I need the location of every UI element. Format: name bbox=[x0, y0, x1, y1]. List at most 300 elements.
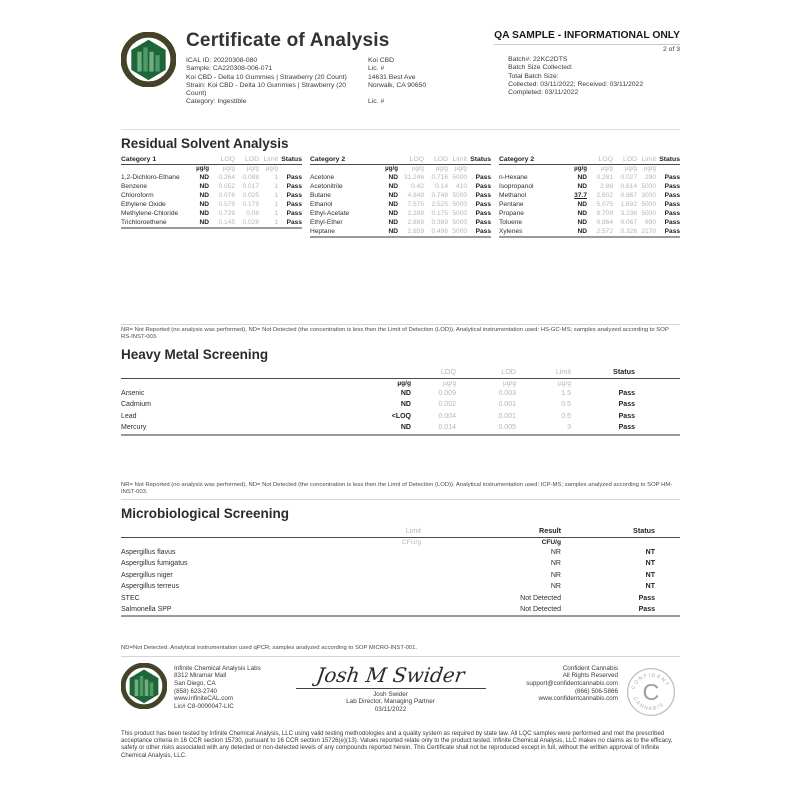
analyte-limit bbox=[321, 547, 421, 558]
analyte-limit bbox=[321, 604, 421, 616]
analyte-lod: 0.088 bbox=[242, 173, 259, 181]
analyte-status: Pass bbox=[664, 209, 680, 217]
units-row bbox=[310, 165, 491, 173]
analyte-limit bbox=[321, 558, 421, 569]
analyte-amount: ND bbox=[388, 191, 398, 199]
analyte-name: Salmonella SPP bbox=[121, 605, 172, 613]
analyte-status: Pass bbox=[286, 182, 302, 190]
client-info-line: Norwalk, CA 90650 bbox=[368, 81, 427, 89]
analyte-limit: 5000 bbox=[452, 200, 467, 208]
table-row bbox=[121, 547, 680, 558]
analyte-limit: 2170 bbox=[641, 227, 656, 235]
table-header-row bbox=[499, 156, 680, 165]
column-header-blank bbox=[188, 156, 209, 165]
table-row bbox=[310, 173, 491, 182]
column-header-limit: Limit bbox=[637, 156, 656, 165]
column-header-category: Category 1 bbox=[121, 156, 188, 165]
analyte-lod: 0.003 bbox=[498, 389, 516, 397]
column-header-status: Status bbox=[467, 156, 491, 165]
unit-label: µg/g bbox=[624, 165, 637, 172]
analyte-loq: 7.575 bbox=[407, 200, 424, 208]
analyte-result: NR bbox=[550, 583, 561, 591]
table-row bbox=[499, 209, 680, 218]
column-header-blank bbox=[121, 367, 311, 379]
unit-label: µg/g bbox=[411, 165, 424, 172]
column-header-status: Status bbox=[561, 526, 680, 538]
lab-website-link[interactable]: www.infiniteCAL.com bbox=[174, 695, 234, 703]
table-header-row bbox=[121, 526, 680, 538]
analyte-lod: 0.001 bbox=[498, 412, 516, 420]
analyte-result: Not Detected bbox=[520, 594, 561, 602]
analyte-loq: 0.002 bbox=[438, 401, 456, 409]
unit-label: µg/g bbox=[397, 379, 411, 387]
cc-email-link[interactable]: support@confidentcannabis.com bbox=[526, 679, 618, 687]
client-info-line: Lic. # bbox=[368, 98, 385, 106]
analyte-status: Pass bbox=[286, 200, 302, 208]
table-row bbox=[121, 388, 680, 399]
cc-phone: (866) 506-5866 bbox=[574, 687, 618, 695]
column-header-blank bbox=[121, 526, 321, 538]
header-divider bbox=[121, 129, 680, 130]
section-title-heavy-metals: Heavy Metal Screening bbox=[121, 346, 269, 362]
unit-label: µg/g bbox=[558, 379, 571, 387]
analyte-loq: 0.052 bbox=[218, 182, 235, 190]
column-header-limit: Limit bbox=[448, 156, 467, 165]
table-header-row bbox=[310, 156, 491, 165]
units-row bbox=[121, 537, 680, 547]
analyte-lod: 0.025 bbox=[242, 191, 259, 199]
analyte-name: Methanol bbox=[499, 191, 527, 199]
analyte-limit: 5000 bbox=[452, 227, 467, 235]
analyte-loq: 2.86 bbox=[600, 182, 613, 190]
analyte-status: Pass bbox=[286, 218, 302, 226]
solvent-table-category-2a bbox=[310, 156, 491, 238]
batch-info-line: Completed: 03/11/2022 bbox=[508, 89, 579, 97]
analyte-lod: 0.175 bbox=[431, 209, 448, 217]
table-row bbox=[499, 182, 680, 191]
analyte-status: NT bbox=[645, 583, 655, 591]
page-number: 2 of 3 bbox=[494, 44, 680, 53]
column-header-category: Category 2 bbox=[310, 156, 377, 165]
analyte-result: NR bbox=[550, 560, 561, 568]
analyte-status: Pass bbox=[618, 412, 635, 420]
analyte-status: Pass bbox=[664, 191, 680, 199]
column-header-blank bbox=[311, 367, 411, 379]
analyte-loq: 2.859 bbox=[407, 227, 424, 235]
unit-label: µg/g bbox=[454, 165, 467, 172]
analyte-loq: 4.849 bbox=[407, 191, 424, 199]
qa-sample-banner: QA SAMPLE - INFORMATIONAL ONLY bbox=[494, 30, 680, 41]
analyte-amount: ND bbox=[577, 209, 587, 217]
header bbox=[121, 30, 680, 126]
footer bbox=[121, 663, 680, 724]
analyte-amount: ND bbox=[388, 227, 398, 235]
document-title: Certificate of Analysis bbox=[186, 30, 390, 51]
analyte-status: Pass bbox=[664, 182, 680, 190]
analyte-amount: 37.7 bbox=[574, 191, 587, 199]
analyte-loq: 2.602 bbox=[596, 191, 613, 199]
unit-label: µg/g bbox=[435, 165, 448, 172]
analyte-status: Pass bbox=[638, 594, 655, 602]
lab-license: Lic# C8-0000047-LIC bbox=[174, 703, 234, 711]
analyte-name: Ethanol bbox=[310, 200, 333, 208]
column-header-limit: Limit bbox=[259, 156, 278, 165]
analyte-limit: 5000 bbox=[452, 209, 467, 217]
batch-info-line: Batch Size Collected: bbox=[508, 64, 573, 72]
analyte-name: Benzene bbox=[121, 182, 148, 190]
analyte-result: Not Detected bbox=[520, 605, 561, 613]
analyte-status: Pass bbox=[475, 209, 491, 217]
table-row bbox=[121, 200, 302, 209]
analyte-name: Pentane bbox=[499, 200, 524, 208]
analyte-limit: 290 bbox=[644, 173, 656, 181]
analyte-name: Arsenic bbox=[121, 389, 145, 397]
section-title-residual-solvents: Residual Solvent Analysis bbox=[121, 136, 289, 151]
table-row bbox=[121, 581, 680, 592]
table-row bbox=[310, 218, 491, 227]
legal-disclaimer: This product has been tested by Infinite Chemical Analysis, LLC using valid testing methodologies and a quality system as required by state law. All LQC samples were performed and met the prescribed acceptance criteria in 16 CCR section 15730, pursuant to 16 CCR section 15726(e)(13). Values reported relate only to the product tested. Infinite Chemical Analysis, LLC makes no claims as to the efficacy, safety or other risks associated with any detected or non-detected levels of any compounds reported herein. This Certificate shall not be reproduced except in full, without the written approval of Infinite Chemical Analysis, LLC. bbox=[121, 729, 673, 759]
analyte-name: Lead bbox=[121, 412, 137, 420]
analyte-status: Pass bbox=[475, 191, 491, 199]
analyte-loq: 0.281 bbox=[596, 173, 613, 181]
sample-info-line: ICAL ID: 20220308-080 bbox=[186, 57, 258, 64]
header-left bbox=[181, 30, 494, 107]
analyte-status: NT bbox=[645, 560, 655, 568]
analyte-amount: ND bbox=[199, 182, 209, 190]
analyte-lod: 0.028 bbox=[242, 218, 259, 226]
batch-info-line: Collected: 03/11/2022; Received: 03/11/2022 bbox=[508, 80, 644, 88]
analyte-status: Pass bbox=[286, 209, 302, 217]
analyte-status: Pass bbox=[618, 389, 635, 397]
sample-info-line: Strain: Koi CBD - Delta 10 Gummies | Strawberry (20 Count) bbox=[186, 81, 347, 98]
signature-line bbox=[296, 688, 486, 689]
analyte-amount: ND bbox=[199, 209, 209, 217]
analyte-loq: 5.075 bbox=[596, 200, 613, 208]
analyte-amount: ND bbox=[199, 218, 209, 226]
analyte-limit: 5000 bbox=[452, 173, 467, 181]
column-header-limit: Limit bbox=[516, 367, 571, 379]
analyte-status: Pass bbox=[664, 218, 680, 226]
column-header-loq: LOQ bbox=[209, 156, 235, 165]
table-row bbox=[121, 411, 680, 422]
lab-logo-icon bbox=[121, 30, 181, 92]
table-header-row bbox=[121, 156, 302, 165]
column-header-result: Result bbox=[421, 526, 561, 538]
table-row bbox=[121, 218, 302, 228]
analyte-lod: 0.326 bbox=[620, 227, 637, 235]
client-info-line bbox=[368, 90, 486, 98]
table-row bbox=[499, 173, 680, 182]
analyte-loq: 0.004 bbox=[438, 412, 456, 420]
analyte-lod: 0.017 bbox=[242, 182, 259, 190]
analyte-limit: 1 bbox=[274, 191, 278, 199]
unit-label: µg/g bbox=[643, 165, 656, 172]
signer-title: Lab Director, Managing Partner bbox=[346, 698, 435, 706]
section-title-microbiological: Microbiological Screening bbox=[121, 505, 290, 521]
analyte-name: Ethyl-Ether bbox=[310, 218, 343, 226]
analyte-amount: ND bbox=[400, 424, 411, 432]
analyte-status: Pass bbox=[475, 218, 491, 226]
analyte-lod: 0.08 bbox=[246, 209, 259, 217]
table-row bbox=[121, 604, 680, 616]
analyte-status: Pass bbox=[664, 200, 680, 208]
signer-name: Josh Swider bbox=[373, 690, 408, 698]
lab-address-line: 8312 Miramar Mall bbox=[174, 672, 227, 680]
analyte-status: Pass bbox=[664, 173, 680, 181]
analyte-status: Pass bbox=[475, 227, 491, 235]
confident-cannabis-block bbox=[490, 663, 618, 704]
analyte-limit: 5000 bbox=[641, 209, 656, 217]
table-row bbox=[121, 593, 680, 604]
unit-label: µg/g bbox=[443, 379, 456, 387]
analyte-name: Aspergillus terreus bbox=[121, 583, 179, 591]
analyte-status: Pass bbox=[618, 401, 635, 409]
analyte-lod: 0.001 bbox=[498, 401, 516, 409]
batch-info-line: Total Batch Size: bbox=[508, 72, 559, 80]
analyte-lod: 0.867 bbox=[620, 191, 637, 199]
table-row bbox=[499, 191, 680, 200]
column-header-status: Status bbox=[278, 156, 302, 165]
unit-label: µg/g bbox=[265, 165, 278, 172]
analyte-limit: 3 bbox=[567, 424, 571, 432]
column-header-limit: Limit bbox=[321, 526, 421, 538]
analyte-name: STEC bbox=[121, 594, 140, 602]
table-row bbox=[121, 209, 302, 218]
column-header-lod: LOD bbox=[235, 156, 259, 165]
analyte-name: Aspergillus niger bbox=[121, 571, 173, 579]
units-row bbox=[121, 378, 680, 388]
analyte-status: Pass bbox=[286, 191, 302, 199]
analyte-loq: 0.264 bbox=[218, 173, 235, 181]
solvent-method-note: NR= Not Reported (no analysis was performed), ND= Not Detected (the concentration is less then the Limit of Detection (LOD)). Analytical instrumentation used: HS-GC-MS; samples analyzed according to SOP RS-INST-003. bbox=[121, 324, 680, 341]
analyte-status: Pass bbox=[286, 173, 302, 181]
sample-info-line: Koi CBD - Delta 10 Gummies | Strawberry (20 Count) bbox=[186, 73, 347, 81]
analyte-name: Mercury bbox=[121, 424, 147, 432]
infinite-chemical-logo-icon bbox=[121, 663, 167, 709]
solvent-tables-row bbox=[121, 156, 680, 238]
analyte-amount: ND bbox=[388, 209, 398, 217]
lab-address-line: San Diego, CA bbox=[174, 679, 216, 687]
analyte-amount: ND bbox=[199, 173, 209, 181]
table-row bbox=[121, 422, 680, 434]
analyte-limit bbox=[321, 593, 421, 604]
analyte-loq: 2.288 bbox=[407, 209, 424, 217]
analyte-result: NR bbox=[550, 548, 561, 556]
batch-info-block bbox=[494, 56, 680, 97]
analyte-status: Pass bbox=[638, 605, 655, 613]
analyte-amount: ND bbox=[199, 191, 209, 199]
analyte-name: Cadmium bbox=[121, 401, 151, 409]
cc-rights: All Rights Reserved bbox=[562, 672, 618, 680]
analyte-name: Chloroform bbox=[121, 191, 154, 199]
analyte-name: n-Hexane bbox=[499, 173, 528, 181]
analyte-status: Pass bbox=[618, 424, 635, 432]
analyte-loq: 0.145 bbox=[218, 218, 235, 226]
analyte-amount: <LOQ bbox=[391, 412, 411, 420]
unit-label: µg/g bbox=[574, 165, 587, 172]
analyte-loq: 2.869 bbox=[407, 218, 424, 226]
client-info-line: 14631 Best Ave bbox=[368, 73, 416, 81]
units-row bbox=[499, 165, 680, 173]
analyte-limit bbox=[321, 570, 421, 581]
analyte-limit: 5000 bbox=[452, 191, 467, 199]
analyte-limit: 3000 bbox=[641, 191, 656, 199]
analyte-limit: 1 bbox=[274, 209, 278, 217]
sample-info-block bbox=[186, 57, 354, 107]
analyte-limit: 0.5 bbox=[561, 401, 571, 409]
table-row bbox=[499, 200, 680, 209]
micro-method-note: ND=Not Detected. Analytical instrumentation used qPCR; samples analyzed according to SOP MICRO-INST-001. bbox=[121, 645, 680, 656]
solvent-table-category-2b bbox=[499, 156, 680, 238]
analyte-name: Toluene bbox=[499, 218, 523, 226]
column-header-status: Status bbox=[656, 156, 680, 165]
column-header-lod: LOD bbox=[424, 156, 448, 165]
column-header-lod: LOD bbox=[613, 156, 637, 165]
analyte-loq: 0.076 bbox=[218, 191, 235, 199]
analyte-status: Pass bbox=[664, 227, 680, 235]
signature-block bbox=[291, 663, 490, 714]
unit-label: µg/g bbox=[503, 379, 516, 387]
analyte-limit: 1 bbox=[274, 218, 278, 226]
table-header-row bbox=[121, 367, 680, 379]
analyte-lod: 0.005 bbox=[498, 424, 516, 432]
analyte-limit: 890 bbox=[644, 218, 656, 226]
stamp-letter: C bbox=[642, 678, 660, 705]
table-row bbox=[121, 399, 680, 410]
table-row bbox=[310, 191, 491, 200]
analyte-limit: 1 bbox=[274, 200, 278, 208]
analyte-lod: 0.179 bbox=[242, 200, 259, 208]
unit-label: CFU/g bbox=[541, 538, 561, 546]
client-info-line: Koi CBD bbox=[368, 57, 395, 64]
analyte-amount: ND bbox=[577, 227, 587, 235]
analyte-amount: ND bbox=[577, 182, 587, 190]
analyte-name: Trichloroethene bbox=[121, 218, 167, 226]
header-right bbox=[494, 30, 680, 97]
analyte-name: Ethylene Oxide bbox=[121, 200, 166, 208]
sample-info-line: Sample: CA220308-006-071 bbox=[186, 65, 273, 73]
analyte-name: Acetone bbox=[310, 173, 335, 181]
table-row bbox=[121, 570, 680, 581]
analyte-status: NT bbox=[645, 571, 655, 579]
column-header-lod: LOD bbox=[456, 367, 516, 379]
analyte-name: Heptane bbox=[310, 227, 335, 235]
lab-phone: (858) 623-2740 bbox=[174, 687, 218, 695]
analyte-name: Ethyl-Acetate bbox=[310, 209, 350, 217]
analyte-status: Pass bbox=[475, 173, 491, 181]
analyte-amount: ND bbox=[388, 218, 398, 226]
analyte-name: Propane bbox=[499, 209, 524, 217]
unit-label: µg/g bbox=[600, 165, 613, 172]
table-row bbox=[121, 173, 302, 182]
table-row bbox=[499, 218, 680, 227]
table-row bbox=[121, 191, 302, 200]
analyte-loq: 9.709 bbox=[596, 209, 613, 217]
sample-info-line: Category: Ingestible bbox=[186, 98, 247, 106]
lab-name: Infinite Chemical Analysis Labs bbox=[174, 664, 261, 672]
analyte-lod: 0.716 bbox=[431, 173, 448, 181]
column-header-loq: LOQ bbox=[587, 156, 613, 165]
analyte-amount: ND bbox=[577, 173, 587, 181]
column-header-blank bbox=[566, 156, 587, 165]
analyte-name: Isopropanol bbox=[499, 182, 534, 190]
column-header-blank bbox=[377, 156, 398, 165]
analyte-lod: 0.748 bbox=[431, 191, 448, 199]
table-row bbox=[310, 209, 491, 218]
analyte-lod: 0.14 bbox=[435, 182, 448, 190]
column-header-category: Category 2 bbox=[499, 156, 566, 165]
analyte-name: Butane bbox=[310, 191, 331, 199]
confident-cannabis-stamp-icon bbox=[618, 663, 680, 724]
column-header-loq: LOQ bbox=[411, 367, 456, 379]
infinite-chemical-logo-icon bbox=[121, 32, 176, 87]
analyte-name: Acetonitrile bbox=[310, 182, 343, 190]
batch-info-line: Batch#: 22KC2DTS bbox=[508, 56, 568, 63]
analyte-lod: 0.027 bbox=[620, 173, 637, 181]
table-row bbox=[121, 558, 680, 569]
analyte-loq: 0.864 bbox=[596, 218, 613, 226]
cc-name: Confident Cannabis bbox=[562, 664, 618, 672]
analyte-amount: ND bbox=[388, 182, 398, 190]
analyte-name: Aspergillus flavus bbox=[121, 548, 176, 556]
unit-label: µg/g bbox=[196, 165, 209, 172]
analyte-limit: 0.5 bbox=[561, 412, 571, 420]
analyte-limit bbox=[321, 581, 421, 592]
table-row bbox=[499, 227, 680, 237]
analyte-lod: 2.525 bbox=[431, 200, 448, 208]
units-row bbox=[121, 165, 302, 173]
analyte-loq: 0.42 bbox=[411, 182, 424, 190]
analyte-loq: 2.572 bbox=[596, 227, 613, 235]
analyte-result: NR bbox=[550, 571, 561, 579]
column-header-status: Status bbox=[571, 367, 680, 379]
analyte-limit: 1.5 bbox=[561, 389, 571, 397]
analyte-limit: 5000 bbox=[452, 218, 467, 226]
analyte-status: NT bbox=[645, 548, 655, 556]
analyte-lod: 0.614 bbox=[620, 182, 637, 190]
lab-contact-info bbox=[174, 663, 261, 711]
analyte-amount: ND bbox=[199, 200, 209, 208]
analyte-lod: 1.692 bbox=[620, 200, 637, 208]
certificate-page bbox=[121, 30, 680, 759]
analyte-amount: ND bbox=[577, 218, 587, 226]
analyte-lod: 0.067 bbox=[620, 218, 637, 226]
analyte-loq: 0.014 bbox=[438, 424, 456, 432]
heavy-metal-method-note: NR= Not Reported (no analysis was performed), ND= Not Detected (the concentration is less then the Limit of Detection (LOD)). Analytical instrumentation used: ICP-MS; samples analyzed according to SOP HM-INST-003. bbox=[121, 482, 680, 500]
table-row bbox=[310, 200, 491, 209]
analyte-limit: 1 bbox=[274, 173, 278, 181]
analyte-lod: 0.389 bbox=[431, 218, 448, 226]
analyte-name: Methylene-Chloride bbox=[121, 209, 179, 217]
analyte-loq: 0.009 bbox=[438, 389, 456, 397]
analyte-limit: 5000 bbox=[641, 200, 656, 208]
analyte-lod: 3.236 bbox=[620, 209, 637, 217]
analyte-name: Xylenes bbox=[499, 227, 523, 235]
analyte-amount: ND bbox=[577, 200, 587, 208]
analyte-name: Aspergillus fumigatus bbox=[121, 560, 188, 568]
analyte-name: 1,2-Dichloro-Ethane bbox=[121, 173, 180, 181]
analyte-loq: 0.729 bbox=[218, 209, 235, 217]
cc-website-link[interactable]: www.confidentcannabis.com bbox=[538, 695, 618, 703]
unit-label: µg/g bbox=[385, 165, 398, 172]
sample-info-row bbox=[186, 57, 494, 107]
signature-image: Josh M Swider bbox=[314, 662, 467, 687]
unit-label: µg/g bbox=[222, 165, 235, 172]
analyte-limit: 410 bbox=[455, 182, 467, 190]
analyte-status: Pass bbox=[475, 200, 491, 208]
footer-lab-block bbox=[121, 663, 291, 711]
client-info-block bbox=[368, 57, 486, 107]
